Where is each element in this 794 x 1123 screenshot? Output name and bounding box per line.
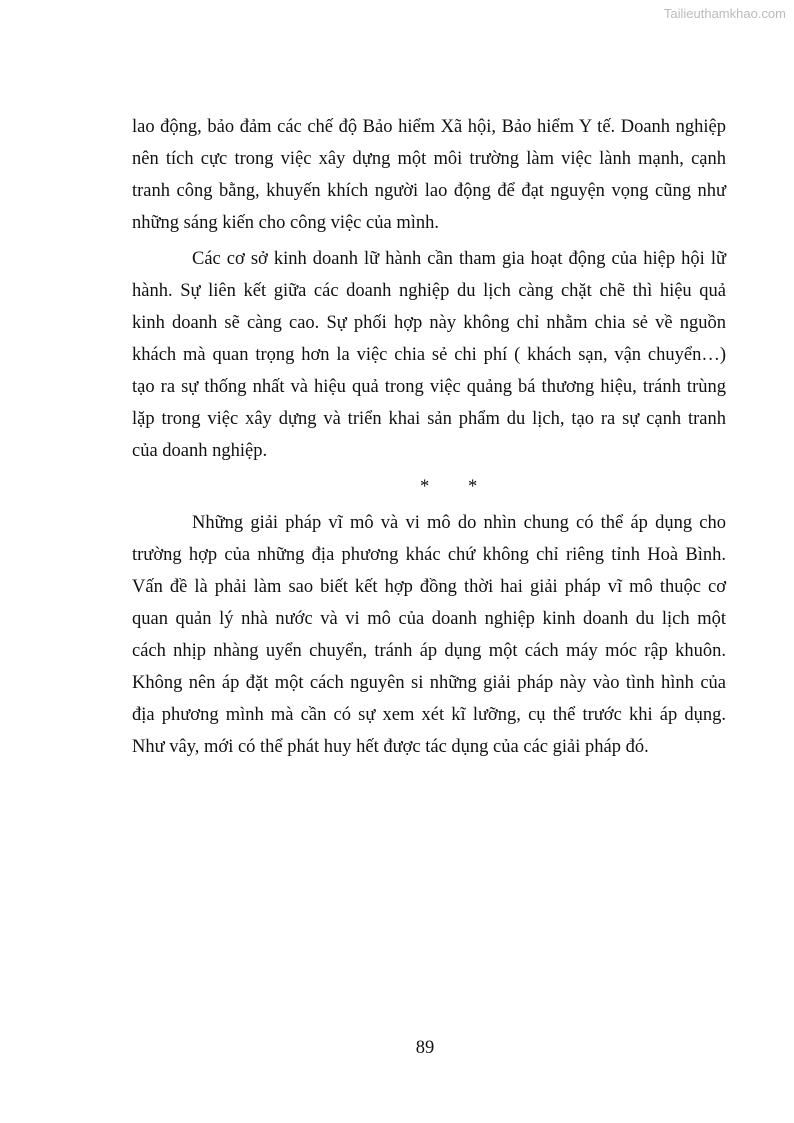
separator-star: * — [420, 477, 430, 497]
page-number: 89 — [415, 1038, 435, 1058]
text-line: Những giải pháp vĩ mô và vi mô do nhìn chung có thể áp dụng cho — [192, 513, 726, 533]
text-line: hành. Sự liên kết giữa các doanh nghiệp du lịch càng chặt chẽ thì hiệu quả — [132, 281, 726, 301]
paragraph-2 — [132, 243, 726, 467]
text-line: Như vây, mới có thể phát huy hết được tác dụng của các giải pháp đó. — [132, 737, 649, 757]
text-line: tạo ra sự thống nhất và hiệu quả trong việc quảng bá thương hiệu, tránh trùng — [132, 377, 726, 397]
text-line: khách mà quan trọng hơn la việc chia sẻ chi phí ( khách sạn, vận chuyển…) — [132, 345, 726, 365]
text-line: trường hợp của những địa phương khác chứ không chỉ riêng tỉnh Hoà Bình. — [132, 545, 726, 565]
watermark: Tailieuthamkhao.com — [663, 6, 786, 21]
text-line: địa phương mình mà cần có sự xem xét kĩ lưỡng, cụ thể trước khi áp dụng. — [132, 705, 726, 725]
text-line: lặp trong việc xây dựng và triển khai sản phẩm du lịch, tạo ra sự cạnh tranh — [132, 409, 726, 429]
text-line: của doanh nghiệp. — [132, 441, 268, 461]
section-separator — [132, 471, 726, 507]
paragraph-1 — [132, 111, 726, 239]
text-line: quan quản lý nhà nước và vi mô của doanh nghiệp kinh doanh du lịch một — [132, 609, 726, 629]
separator-star: * — [468, 477, 478, 497]
text-line: nên tích cực trong việc xây dựng một môi trường làm việc lành mạnh, cạnh — [132, 149, 726, 169]
text-line: kinh doanh sẽ càng cao. Sự phối hợp này không chỉ nhằm chia sẻ về nguồn — [132, 313, 726, 333]
text-line: lao động, bảo đảm các chế độ Bảo hiểm Xã hội, Bảo hiểm Y tế. Doanh nghiệp — [132, 117, 726, 137]
document-body — [132, 111, 726, 767]
text-line: Các cơ sở kinh doanh lữ hành cần tham gia hoạt động của hiệp hội lữ — [192, 249, 726, 269]
text-line: Không nên áp đặt một cách nguyên si những giải pháp này vào tình hình của — [132, 673, 726, 693]
paragraph-3 — [132, 507, 726, 763]
text-line: tranh công bằng, khuyến khích người lao động để đạt nguyện vọng cũng như — [132, 181, 726, 201]
text-line: Vấn đề là phải làm sao biết kết hợp đồng thời hai giải pháp vĩ mô thuộc cơ — [132, 577, 726, 597]
text-line: cách nhịp nhàng uyển chuyển, tránh áp dụng một cách máy móc rập khuôn. — [132, 641, 726, 661]
text-line: những sáng kiến cho công việc của mình. — [132, 213, 439, 233]
